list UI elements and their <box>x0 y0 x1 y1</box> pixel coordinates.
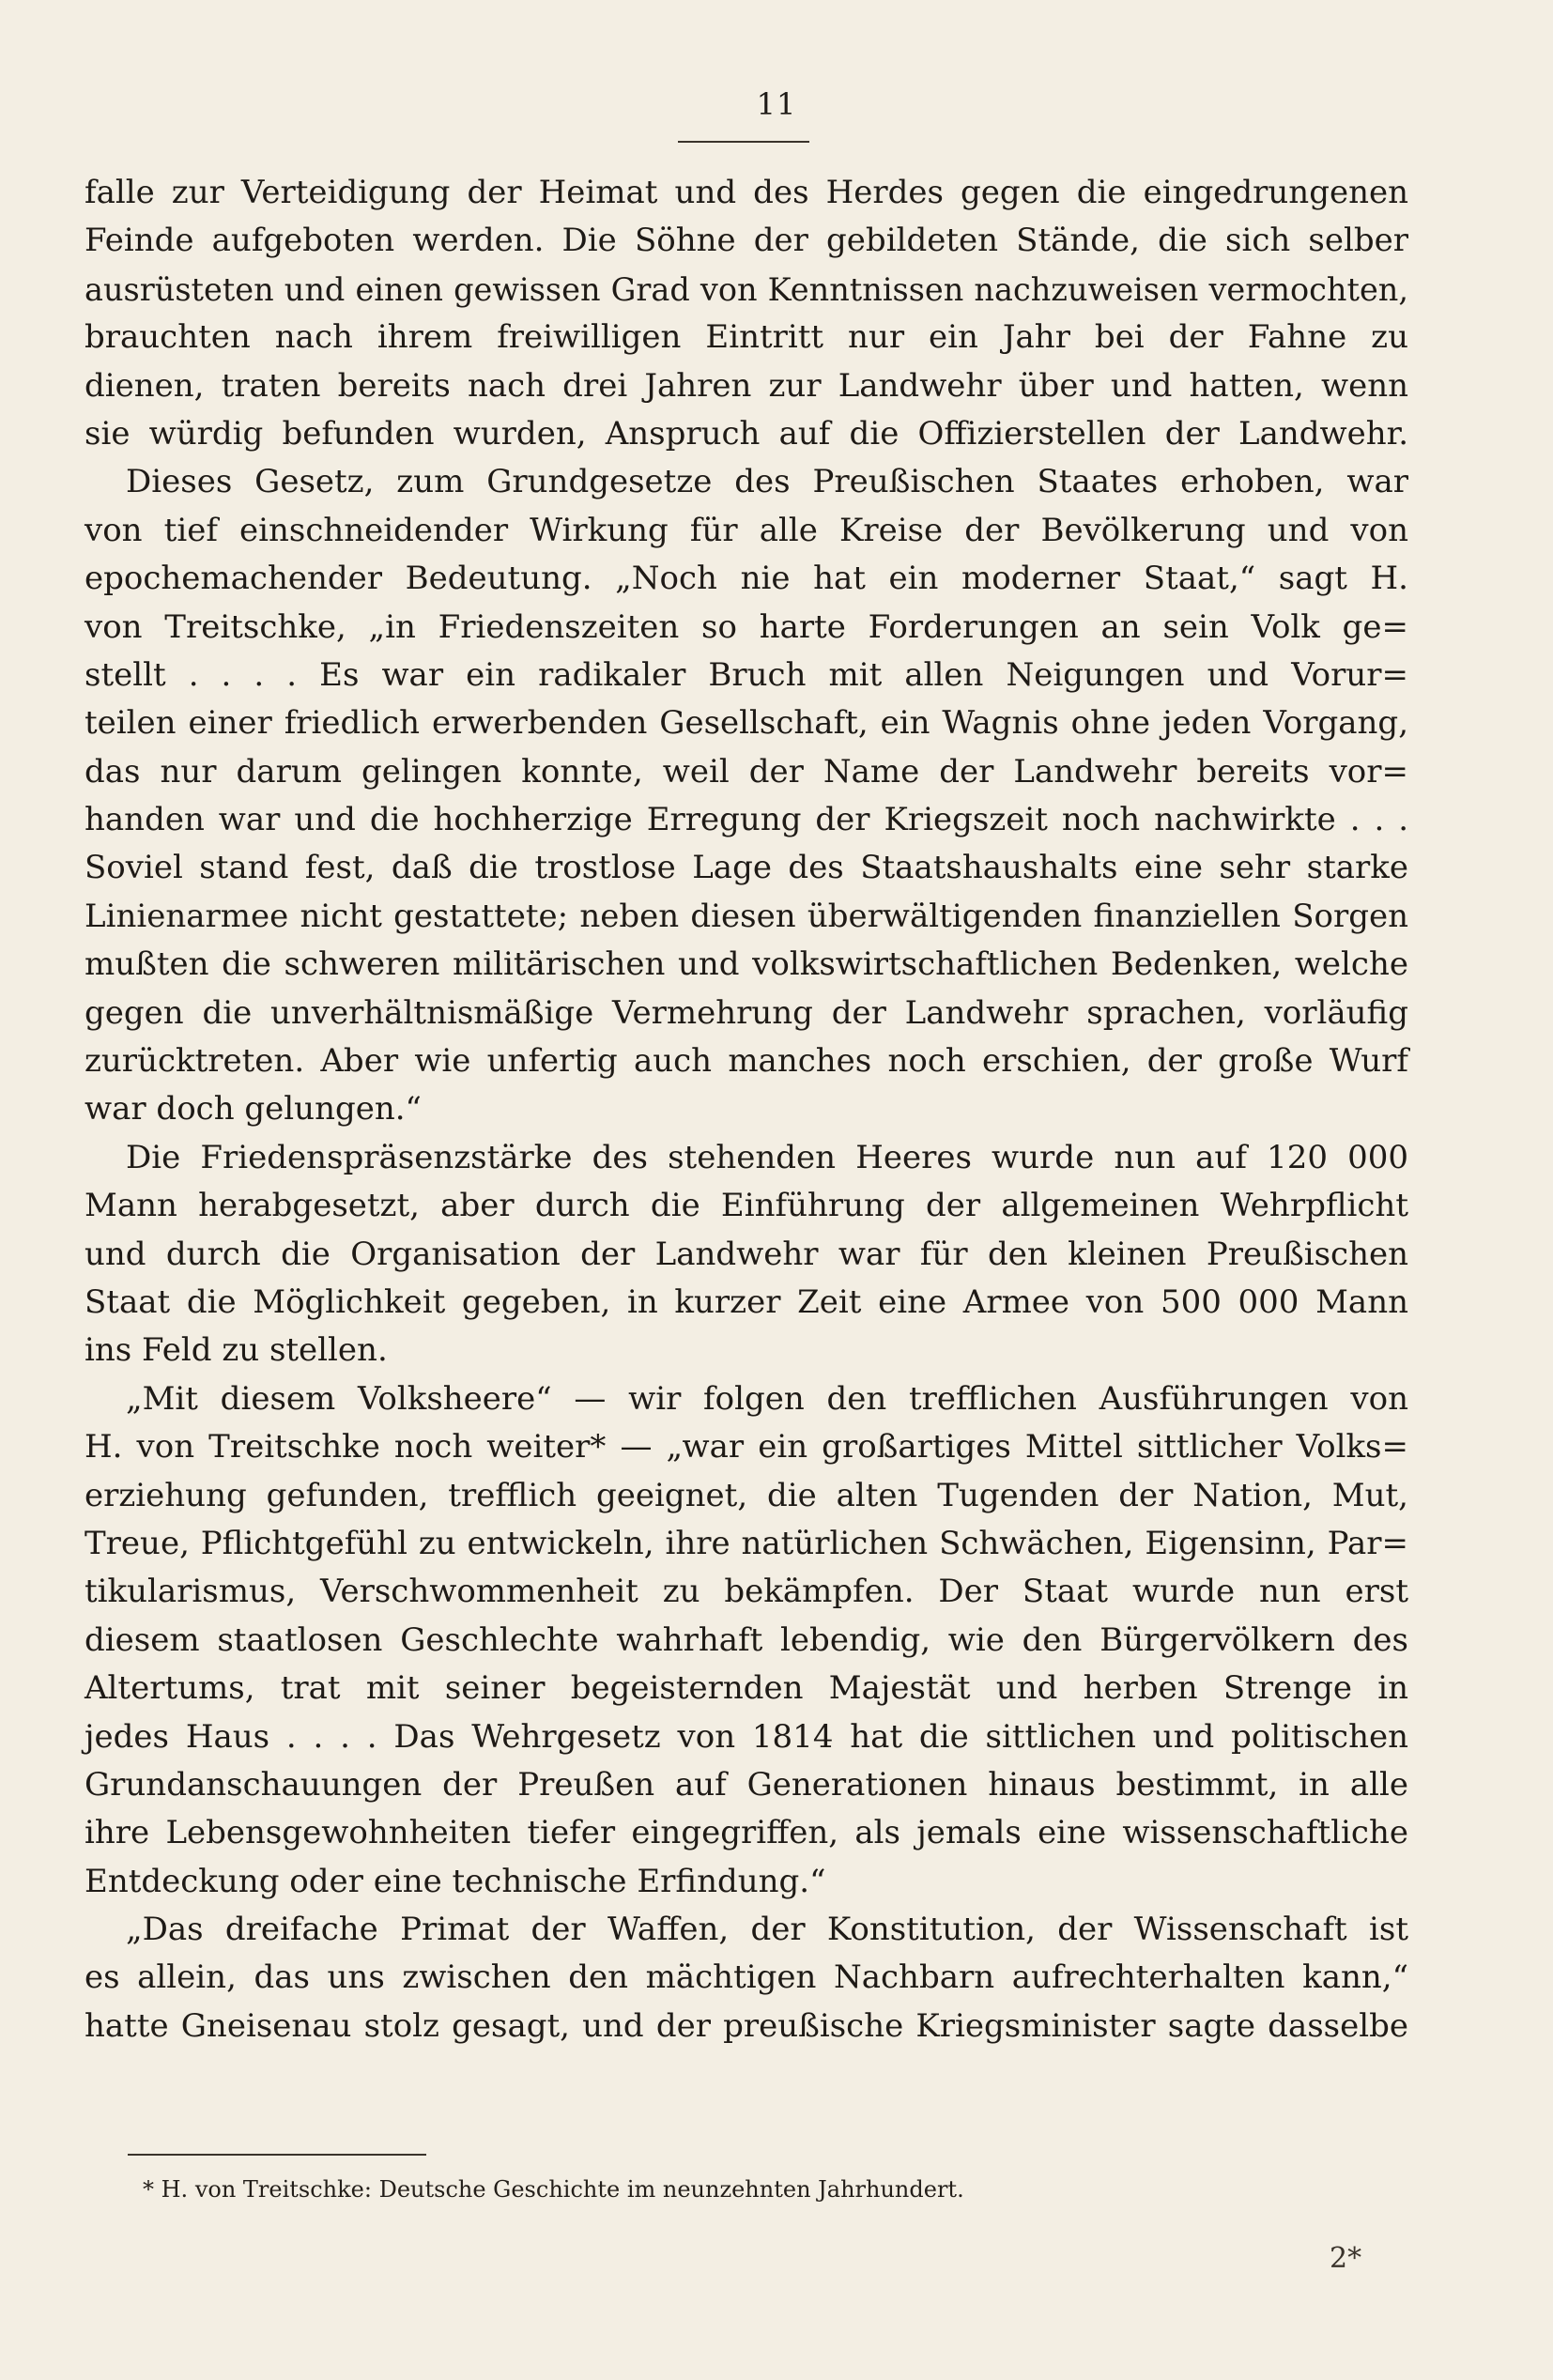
text-line: es allein, das uns zwischen den mächtigen Nachbarn aufrechterhalten kann,“ <box>85 1958 1408 1997</box>
footnote: * H. von Treitschke: Deutsche Geschichte im neunzehnten Jahrhundert. <box>143 2176 964 2203</box>
text-line: epochemachender Bedeutung. „Noch nie hat ein moderner Staat,“ sagt H. <box>85 560 1408 598</box>
text-line: Mann herabgesetzt, aber durch die Einführung der allgemeinen Wehrpflicht <box>85 1187 1408 1225</box>
text-line: Soviel stand fest, daß die trostlose Lage des Staatshaushalts eine sehr starke <box>85 849 1408 887</box>
text-line: Dieses Gesetz, zum Grundgesetze des Preußischen Staates erhoben, war <box>126 463 1408 501</box>
text-line: tikularismus, Verschwommenheit zu bekämpfen. Der Staat wurde nun erst <box>85 1573 1408 1611</box>
text-line: zurücktreten. Aber wie unfertig auch manches noch erschien, der große Wurf <box>85 1042 1408 1081</box>
text-line: Treue, Pflichtgefühl zu entwickeln, ihre natürlichen Schwächen, Eigensinn, Par= <box>85 1524 1408 1562</box>
text-line: Entdeckung oder eine technische Erfindung.“ <box>85 1862 826 1900</box>
text-line: diesem staatlosen Geschlechte wahrhaft lebendig, wie den Bürgervölkern des <box>85 1620 1408 1659</box>
text-line: H. von Treitschke noch weiter* — „war ein großartiges Mittel sittlicher Volks= <box>85 1428 1408 1466</box>
text-line: ihre Lebensgewohnheiten tiefer eingegriffen, als jemals eine wissenschaftliche <box>85 1814 1408 1852</box>
body-text <box>85 169 1408 2050</box>
text-line: Feinde aufgeboten werden. Die Söhne der gebildeten Stände, die sich selber <box>85 222 1408 260</box>
text-line: Altertums, trat mit seiner begeisternden Majestät und herben Strenge in <box>85 1669 1408 1708</box>
text-line: dienen, traten bereits nach drei Jahren zur Landwehr über und hatten, wenn <box>85 366 1408 405</box>
text-line: brauchten nach ihrem freiwilligen Eintritt nur ein Jahr bei der Fahne zu <box>85 318 1408 357</box>
text-line: Grundanschauungen der Preußen auf Generationen hinaus bestimmt, in alle <box>85 1765 1408 1804</box>
text-line: mußten die schweren militärischen und volkswirtschaftlichen Bedenken, welche <box>85 945 1408 984</box>
footnote-rule <box>128 2154 426 2156</box>
text-line: „Das dreifache Primat der Waffen, der Konstitution, der Wissenschaft ist <box>126 1911 1408 1949</box>
signature-mark: 2* <box>1330 2242 1362 2275</box>
text-line: von Treitschke, „in Friedenszeiten so harte Forderungen an sein Volk ge= <box>85 607 1408 646</box>
text-line: war doch gelungen.“ <box>85 1090 422 1129</box>
text-line: stellt . . . . Es war ein radikaler Bruch mit allen Neigungen und Vorur= <box>85 655 1408 694</box>
text-line: und durch die Organisation der Landwehr war für den kleinen Preußischen <box>85 1235 1408 1273</box>
text-line: das nur darum gelingen konnte, weil der Name der Landwehr bereits vor= <box>85 752 1408 791</box>
text-line: handen war und die hochherzige Erregung der Kriegszeit noch nachwirkte . . . <box>85 801 1408 839</box>
text-line: ins Feld zu stellen. <box>85 1331 388 1370</box>
text-line: von tief einschneidender Wirkung für alle Kreise der Bevölkerung und von <box>85 511 1408 549</box>
text-line: teilen einer friedlich erwerbenden Gesellschaft, ein Wagnis ohne jeden Vorgang, <box>85 704 1408 743</box>
page-number: 11 <box>756 86 797 122</box>
header-rule <box>678 141 809 143</box>
text-line: sie würdig befunden wurden, Anspruch auf die Offizierstellen der Landwehr. <box>85 414 1408 453</box>
text-line: Staat die Möglichkeit gegeben, in kurzer Zeit eine Armee von 500 000 Mann <box>85 1282 1408 1321</box>
text-line: falle zur Verteidigung der Heimat und des Herdes gegen die eingedrungenen <box>85 174 1408 211</box>
text-line: Die Friedenspräsenzstärke des stehenden Heeres wurde nun auf 120 000 <box>126 1138 1408 1176</box>
text-line: ausrüsteten und einen gewissen Grad von Kenntnissen nachzuweisen vermochten, <box>85 270 1408 308</box>
text-line: gegen die unverhältnismäßige Vermehrung der Landwehr sprachen, vorläufig <box>85 993 1408 1032</box>
text-line: jedes Haus . . . . Das Wehrgesetz von 1814 hat die sittlichen und politischen <box>85 1717 1408 1756</box>
text-line: „Mit diesem Volksheere“ — wir folgen den trefflichen Ausführungen von <box>126 1379 1408 1418</box>
text-line: erziehung gefunden, trefflich geeignet, die alten Tugenden der Nation, Mut, <box>85 1476 1408 1514</box>
text-line: Linienarmee nicht gestattete; neben diesen überwältigenden finanziellen Sorgen <box>85 897 1408 935</box>
text-line: hatte Gneisenau stolz gesagt, und der preußische Kriegsminister sagte dasselbe <box>85 2006 1408 2045</box>
